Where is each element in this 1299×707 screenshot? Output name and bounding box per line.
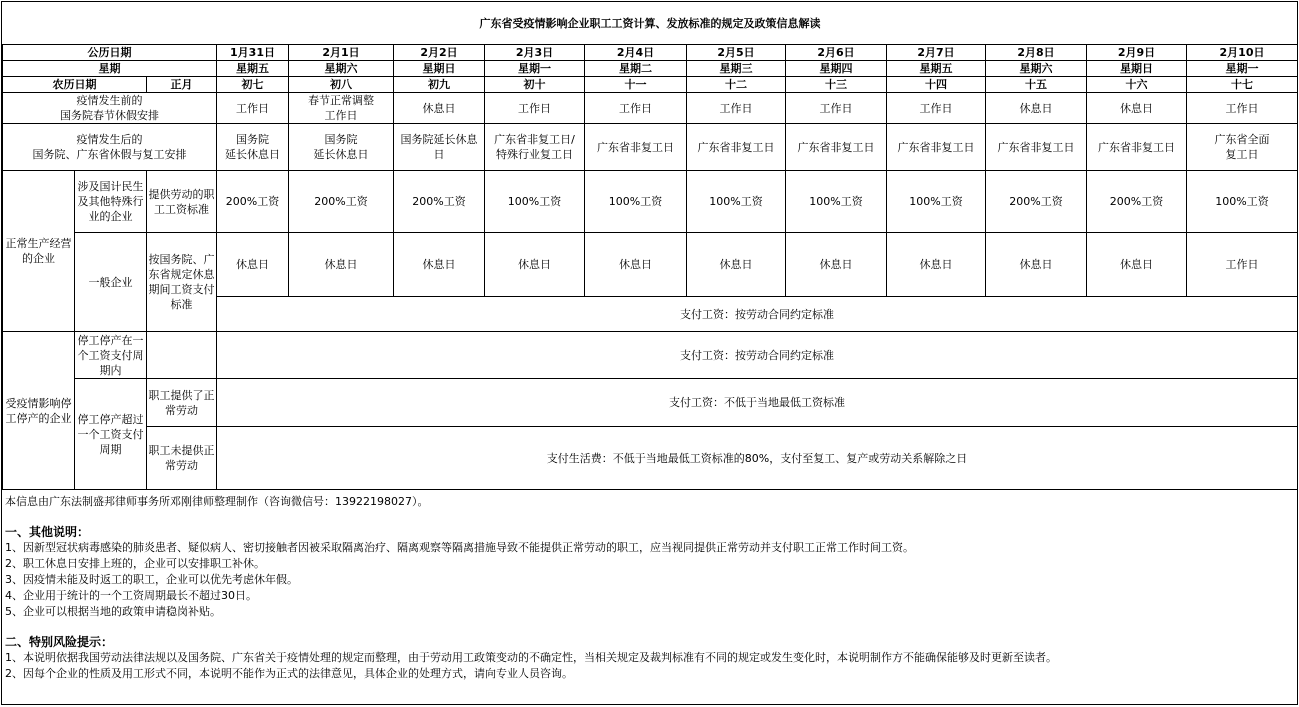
- label-pre-schedule-line1: 疫情发生前的: [76, 94, 143, 107]
- post-cell: 广东省非复工日: [887, 124, 986, 171]
- lunar-cell: 初九: [394, 77, 485, 93]
- notes-section: [2, 490, 1297, 682]
- post-cell: 广东省非复工日: [986, 124, 1087, 171]
- label-gregorian-date: 公历日期: [3, 45, 217, 61]
- wage-policy-table: [2, 2, 1298, 490]
- label-post-schedule-line1: 疫情发生后的: [76, 133, 143, 146]
- special-cell: 200%工资: [986, 171, 1087, 233]
- lunar-cell: 初七: [217, 77, 289, 93]
- date-cell: 2月7日: [887, 45, 986, 61]
- special-cell: 100%工资: [687, 171, 786, 233]
- lunar-month: 正月: [147, 77, 217, 93]
- label-holiday-wage-std: 按国务院、广东省规定休息期间工资支付标准: [147, 233, 217, 332]
- date-cell: 2月10日: [1187, 45, 1298, 61]
- lunar-cell: 十一: [585, 77, 687, 93]
- special-cell: 200%工资: [394, 171, 485, 233]
- special-cell: 200%工资: [217, 171, 289, 233]
- label-stop-beyond: 停工停产超过一个工资支付周期: [75, 379, 147, 490]
- row-weekday: [3, 61, 1298, 77]
- weekday-cell: 星期五: [217, 61, 289, 77]
- general-cell: 休息日: [394, 233, 485, 297]
- post-cell: 广东省非复工日: [1087, 124, 1187, 171]
- pre-cell: 休息日: [394, 93, 485, 124]
- post-cell: 国务院 延长休息日: [289, 124, 394, 171]
- row-lunar-date: [3, 77, 1298, 93]
- label-post-schedule-line2: 国务院、广东省休假与复工安排: [32, 148, 187, 161]
- lunar-cell: 初十: [485, 77, 585, 93]
- post-cell: 广东省全面 复工日: [1187, 124, 1298, 171]
- weekday-cell: 星期三: [687, 61, 786, 77]
- merged-provided-pay: 支付工资：不低于当地最低工资标准: [217, 379, 1298, 427]
- pre-cell: 休息日: [986, 93, 1087, 124]
- other-notes-heading: 一、其他说明：: [5, 525, 90, 539]
- weekday-cell: 星期四: [786, 61, 887, 77]
- date-cell: 1月31日: [217, 45, 289, 61]
- date-cell: 2月1日: [289, 45, 394, 61]
- lunar-cell: 十四: [887, 77, 986, 93]
- pre-cell: 工作日: [687, 93, 786, 124]
- weekday-cell: 星期五: [887, 61, 986, 77]
- date-cell: 2月5日: [687, 45, 786, 61]
- row-post-schedule: [3, 124, 1298, 171]
- label-post-schedule: [3, 124, 217, 171]
- label-general-enterprise: 一般企业: [75, 233, 147, 332]
- date-cell: 2月8日: [986, 45, 1087, 61]
- other-note-item: 1、因新型冠状病毒感染的肺炎患者、疑似病人、密切接触者因被采取隔离治疗、隔离观察等隔离措施导致不能提供正常劳动的职工，应当视同提供正常劳动并支付职工正常工作时间工资。: [5, 541, 914, 554]
- general-cell: 休息日: [1087, 233, 1187, 297]
- lunar-cell: 十七: [1187, 77, 1298, 93]
- pre-cell: 工作日: [1187, 93, 1298, 124]
- post-cell: 广东省非复工日: [786, 124, 887, 171]
- row-pre-schedule: [3, 93, 1298, 124]
- general-cell: 休息日: [887, 233, 986, 297]
- other-note-item: 2、职工休息日安排上班的，企业可以安排职工补休。: [5, 557, 265, 570]
- special-cell: 200%工资: [1087, 171, 1187, 233]
- lunar-cell: 初八: [289, 77, 394, 93]
- merged-general-pay: 支付工资：按劳动合同约定标准: [217, 297, 1298, 332]
- lunar-cell: 十五: [986, 77, 1087, 93]
- risk-note-item: 2、因每个企业的性质及用工形式不同，本说明不能作为正式的法律意见，具体企业的处理方式，请向专业人员咨询。: [5, 667, 573, 680]
- row-stop-within: [3, 332, 1298, 379]
- general-cell: 休息日: [786, 233, 887, 297]
- label-stop-within: 停工停产在一个工资支付周期内: [75, 332, 147, 379]
- weekday-cell: 星期一: [485, 61, 585, 77]
- special-cell: 200%工资: [289, 171, 394, 233]
- pre-cell: 工作日: [585, 93, 687, 124]
- general-cell: 休息日: [485, 233, 585, 297]
- row-gregorian-date: [3, 45, 1298, 61]
- risk-notes-heading: 二、特别风险提示：: [5, 635, 114, 649]
- label-special-industry: 涉及国计民生及其他特殊行业的企业: [75, 171, 147, 233]
- label-worker-not-provided: 职工未提供正常劳动: [147, 427, 217, 490]
- lunar-cell: 十三: [786, 77, 887, 93]
- post-cell: 国务院 延长休息日: [217, 124, 289, 171]
- weekday-cell: 星期六: [986, 61, 1087, 77]
- post-cell: 广东省非复工日/ 特殊行业复工日: [485, 124, 585, 171]
- special-cell: 100%工资: [786, 171, 887, 233]
- special-cell: 100%工资: [887, 171, 986, 233]
- date-cell: 2月3日: [485, 45, 585, 61]
- label-provide-labor-std: 提供劳动的职工工资标准: [147, 171, 217, 233]
- pre-cell: 工作日: [786, 93, 887, 124]
- other-note-item: 5、企业可以根据当地的政策申请稳岗补贴。: [5, 605, 221, 618]
- weekday-cell: 星期日: [394, 61, 485, 77]
- pre-cell: 工作日: [217, 93, 289, 124]
- label-pre-schedule: [3, 93, 217, 124]
- merged-stop-within-pay: 支付工资：按劳动合同约定标准: [217, 332, 1298, 379]
- date-cell: 2月2日: [394, 45, 485, 61]
- label-affected: 受疫情影响停工停产的企业: [3, 332, 75, 490]
- page-title: 广东省受疫情影响企业职工工资计算、发放标准的规定及政策信息解读: [3, 2, 1298, 45]
- merged-not-provided-pay: 支付生活费：不低于当地最低工资标准的80%，支付至复工、复产或劳动关系解除之日: [217, 427, 1298, 490]
- label-worker-provided: 职工提供了正常劳动: [147, 379, 217, 427]
- special-cell: 100%工资: [485, 171, 585, 233]
- weekday-cell: 星期二: [585, 61, 687, 77]
- row-special-industry: [3, 171, 1298, 233]
- general-cell: 休息日: [986, 233, 1087, 297]
- general-cell: 工作日: [1187, 233, 1298, 297]
- label-normal-ops: 正常生产经营的企业: [3, 171, 75, 332]
- label-weekday: 星期: [3, 61, 217, 77]
- general-cell: 休息日: [687, 233, 786, 297]
- other-note-item: 4、企业用于统计的一个工资周期最长不超过30日。: [5, 589, 257, 602]
- pre-cell: 工作日: [887, 93, 986, 124]
- row-worker-not-provided: [3, 427, 1298, 490]
- special-cell: 100%工资: [585, 171, 687, 233]
- general-cell: 休息日: [585, 233, 687, 297]
- spreadsheet: [1, 1, 1298, 705]
- row-worker-provided: [3, 379, 1298, 427]
- weekday-cell: 星期一: [1187, 61, 1298, 77]
- date-cell: 2月4日: [585, 45, 687, 61]
- date-cell: 2月6日: [786, 45, 887, 61]
- pre-cell: 工作日: [485, 93, 585, 124]
- empty-cell: [147, 332, 217, 379]
- weekday-cell: 星期六: [289, 61, 394, 77]
- lunar-cell: 十二: [687, 77, 786, 93]
- label-lunar-date: 农历日期: [3, 77, 147, 93]
- pre-cell: 春节正常调整 工作日: [289, 93, 394, 124]
- post-cell: 广东省非复工日: [687, 124, 786, 171]
- post-cell: 广东省非复工日: [585, 124, 687, 171]
- date-cell: 2月9日: [1087, 45, 1187, 61]
- lunar-cell: 十六: [1087, 77, 1187, 93]
- weekday-cell: 星期日: [1087, 61, 1187, 77]
- pre-cell: 休息日: [1087, 93, 1187, 124]
- risk-note-item: 1、本说明依据我国劳动法律法规以及国务院、广东省关于疫情处理的规定而整理，由于劳动用工政策变动的不确定性，当相关规定及裁判标准有不同的规定或发生变化时，本说明制作方不能确保能够及时更新至读者。: [5, 651, 1057, 664]
- source-note: 本信息由广东法制盛邦律师事务所邓刚律师整理制作（咨询微信号：13922198027）。: [5, 495, 429, 508]
- special-cell: 100%工资: [1187, 171, 1298, 233]
- post-cell: 国务院延长休息 日: [394, 124, 485, 171]
- general-cell: 休息日: [289, 233, 394, 297]
- other-note-item: 3、因疫情未能及时返工的职工，企业可以优先考虑休年假。: [5, 573, 298, 586]
- general-cell: 休息日: [217, 233, 289, 297]
- row-general-enterprise: [3, 233, 1298, 297]
- label-pre-schedule-line2: 国务院春节休假安排: [60, 109, 159, 122]
